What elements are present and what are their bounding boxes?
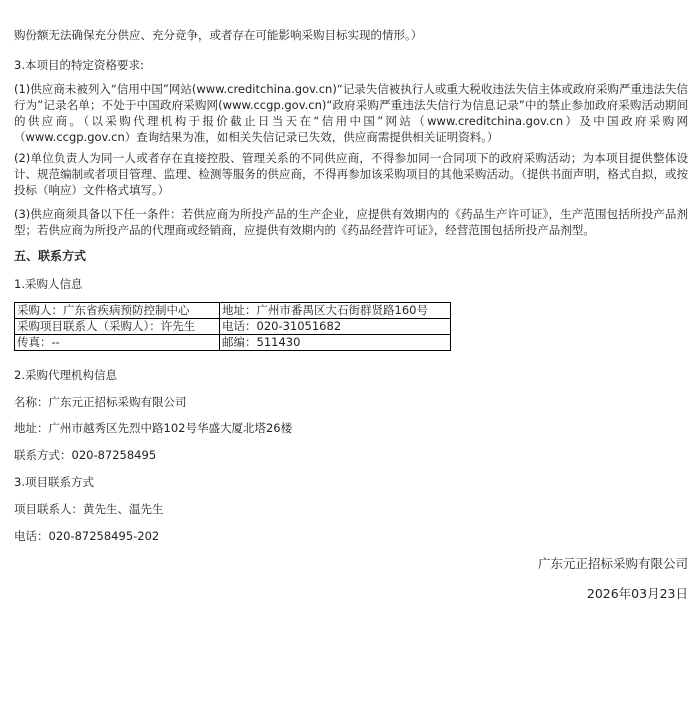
signature-date: 2026年03月23日 — [586, 586, 688, 601]
purchaser-postcode-cell: 邮编：511430 — [220, 335, 451, 351]
purchaser-phone-cell: 电话：020-31051682 — [220, 319, 451, 335]
requirement-item-1: (1)供应商未被列入“信用中国”网站(www.creditchina.gov.cn)“记录失信被执行人或重大税收违法失信主体或政府采购严重违法失信行为”记录名单；不处于中国政府采购网(www.ccgp.gov.cn)“政府采购严重违法失信行为信息记录”中的禁止参加政府采购活动期间的供应商。（以采购代理机构于报价截止日当天在“信用中国”网站（www.creditchina.gov.cn）及中国政府采购网（www.ccgp.gov.cn）查询结果为准，如相关失信记录已失效，供应商需提供相关证明资料。） — [14, 82, 688, 144]
table-row — [15, 303, 451, 319]
purchaser-heading: 1.采购人信息 — [14, 277, 83, 291]
requirement-item-2: (2)单位负责人为同一人或者存在直接控股、管理关系的不同供应商，不得参加同一合同项下的政府采购活动；为本项目提供整体设计、规范编制或者项目管理、监理、检测等服务的供应商，不得再参加该采购项目的其他采购活动。（提供书面声明，格式自拟，或按投标（响应）文件格式填写。） — [14, 151, 688, 197]
requirements-heading: 3.本项目的特定资格要求: — [14, 58, 144, 72]
purchaser-name-cell: 采购人：广东省疾病预防控制中心 — [15, 303, 220, 319]
requirement-item-3: (3)供应商须具备以下任一条件：若供应商为所投产品的生产企业，应提供有效期内的《药品生产许可证》，生产范围包括所投产品剂型；若供应商为所投产品的代理商或经销商，应提供有效期内的《药品经营许可证》，经营范围包括所投产品剂型。 — [14, 207, 688, 237]
purchaser-contact-table — [14, 302, 451, 351]
agency-contact: 联系方式：020-87258495 — [14, 448, 157, 462]
section-title: 五、联系方式 — [14, 249, 87, 263]
purchaser-address-cell: 地址：广州市番禺区大石街群贤路160号 — [220, 303, 451, 319]
purchaser-contact-person-cell: 采购项目联系人（采购人）：许先生 — [15, 319, 220, 335]
table-row — [15, 335, 451, 351]
purchaser-fax-cell: 传真：-- — [15, 335, 220, 351]
table-row — [15, 319, 451, 335]
agency-heading: 2.采购代理机构信息 — [14, 368, 117, 382]
intro-tail-text: 购份额无法确保充分供应、充分竞争，或者存在可能影响采购目标实现的情形。） — [14, 28, 423, 42]
agency-name: 名称：广东元正招标采购有限公司 — [14, 395, 187, 409]
project-contact-person: 项目联系人：黄先生、温先生 — [14, 502, 164, 516]
project-contact-phone: 电话：020-87258495-202 — [14, 529, 160, 543]
project-contact-heading: 3.项目联系方式 — [14, 475, 94, 489]
signature-company: 广东元正招标采购有限公司 — [537, 556, 688, 571]
agency-address: 地址：广州市越秀区先烈中路102号华盛大厦北塔26楼 — [14, 421, 293, 435]
